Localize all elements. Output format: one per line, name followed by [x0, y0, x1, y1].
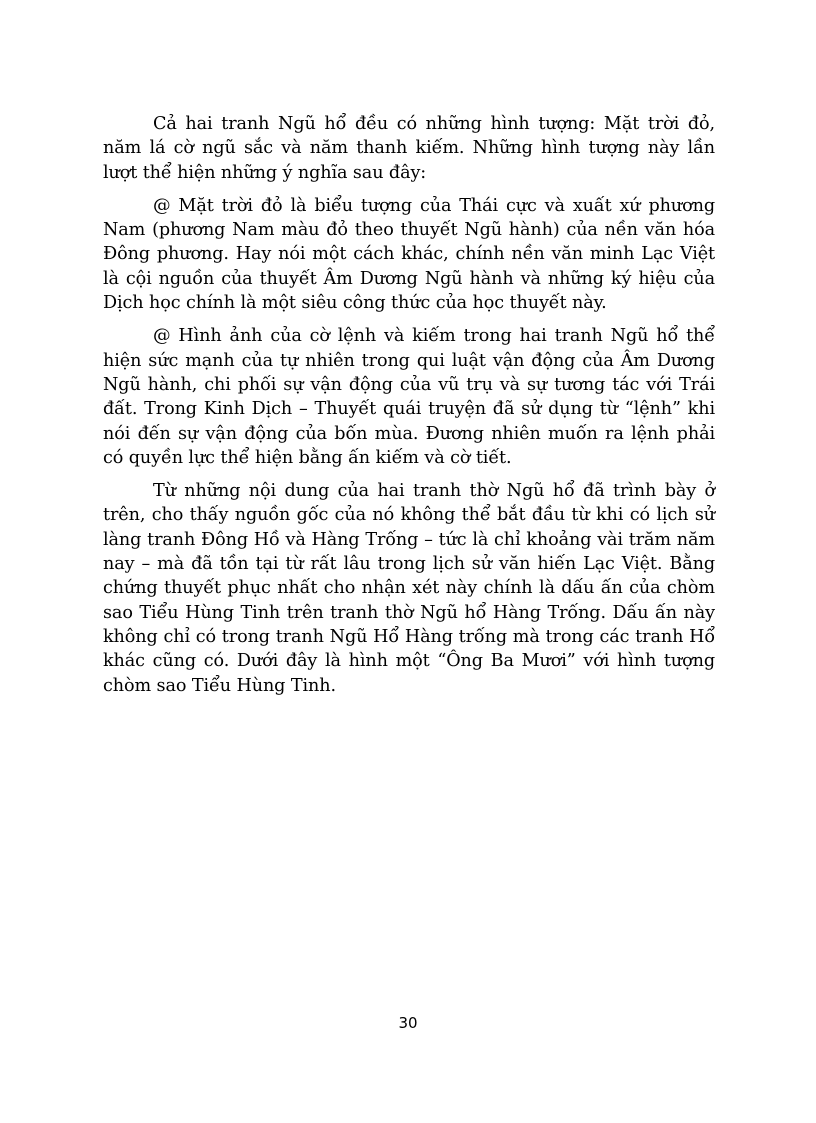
paragraph-intro: Cả hai tranh Ngũ hổ đều có những hình tượng: Mặt trời đỏ, năm lá cờ ngũ sắc và năm thanh kiếm. Những hình tượng này lần lượt thể hiện những ý nghĩa sau đây: — [103, 114, 715, 183]
page-number: 30 — [398, 1014, 418, 1032]
paragraph-sun-meaning: @ Mặt trời đỏ là biểu tượng của Thái cực và xuất xứ phương Nam (phương Nam màu đỏ theo thuyết Ngũ hành) của nền văn hóa Đông phương. Hay nói một cách khác, chính nền văn minh Lạc Việt là cội nguồn của thuyết Âm Dương Ngũ hành và những ký hiệu của Dịch học chính là một siêu công thức của học thuyết này. — [103, 195, 715, 314]
paragraph-flag-sword-meaning: @ Hình ảnh của cờ lệnh và kiếm trong hai tranh Ngũ hổ thể hiện sức mạnh của tự nhiên trong qui luật vận động của Âm Dương Ngũ hành, chi phối sự vận động của vũ trụ và sự tương tác với Trái đất. Trong Kinh Dịch – Thuyết quái truyện đã sử dụng từ “lệnh” khi nói đến sự vận động của bốn mùa. Đương nhiên muốn ra lệnh phải có quyền lực thể hiện bằng ấn kiếm và cờ tiết. — [103, 326, 715, 468]
page-body — [103, 112, 715, 707]
paragraph-origin: Từ những nội dung của hai tranh thờ Ngũ hổ đã trình bày ở trên, cho thấy nguồn gốc của nó không thể bắt đầu từ khi có lịch sử làng tranh Đông Hồ và Hàng Trống – tức là chỉ khoảng vài trăm năm nay – mà đã tồn tại từ rất lâu trong lịch sử văn hiến Lạc Việt. Bằng chứng thuyết phục nhất cho nhận xét này chính là dấu ấn của chòm sao Tiểu Hùng Tinh trên tranh thờ Ngũ hổ Hàng Trống. Dấu ấn này không chỉ có trong tranh Ngũ Hổ Hàng trống mà trong các tranh Hổ khác cũng có. Dưới đây là hình một “Ông Ba Mươi” với hình tượng chòm sao Tiểu Hùng Tinh. — [103, 481, 715, 696]
